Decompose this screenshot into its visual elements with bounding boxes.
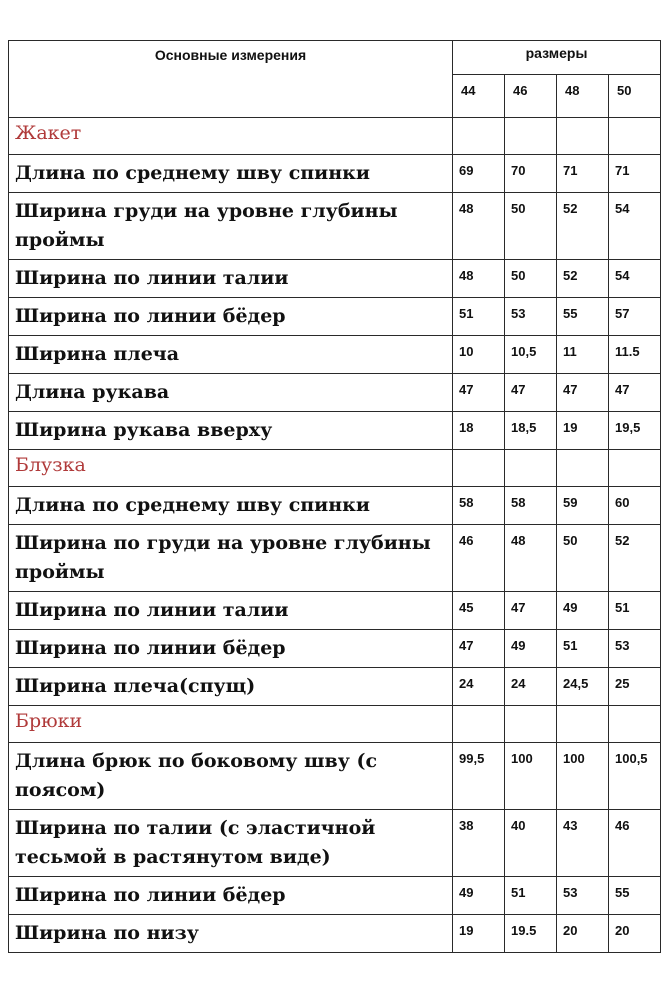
measurement-value: 100,5 <box>609 743 661 810</box>
measurement-value: 40 <box>505 810 557 877</box>
main-measurements-header: Основные измерения <box>9 41 453 118</box>
size-44: 44 <box>453 75 505 118</box>
measurement-value: 55 <box>557 298 609 336</box>
table-row <box>9 592 661 630</box>
measurement-value: 51 <box>557 630 609 668</box>
measurement-value: 38 <box>453 810 505 877</box>
measurement-label: Ширина груди на уровне глубины проймы <box>9 193 453 260</box>
measurement-value: 47 <box>453 374 505 412</box>
empty-cell <box>453 118 505 155</box>
measurement-value: 24 <box>453 668 505 706</box>
measurement-value: 48 <box>505 525 557 592</box>
measurement-value: 52 <box>609 525 661 592</box>
measurement-value: 18,5 <box>505 412 557 450</box>
measurement-value: 52 <box>557 193 609 260</box>
section-title: Брюки <box>9 706 453 743</box>
size-50: 50 <box>609 75 661 118</box>
empty-cell <box>453 450 505 487</box>
table-row <box>9 298 661 336</box>
section-row <box>9 118 661 155</box>
section-row <box>9 706 661 743</box>
measurement-value: 69 <box>453 155 505 193</box>
measurement-value: 46 <box>609 810 661 877</box>
measurement-label: Ширина по линии талии <box>9 260 453 298</box>
measurement-label: Длина рукава <box>9 374 453 412</box>
table-row <box>9 374 661 412</box>
measurement-value: 48 <box>453 193 505 260</box>
measurement-value: 58 <box>453 487 505 525</box>
empty-cell <box>609 706 661 743</box>
measurement-label: Ширина рукава вверху <box>9 412 453 450</box>
empty-cell <box>557 118 609 155</box>
table-row <box>9 743 661 810</box>
empty-cell <box>557 706 609 743</box>
measurement-value: 51 <box>505 877 557 915</box>
measurement-value: 24 <box>505 668 557 706</box>
empty-cell <box>609 118 661 155</box>
measurement-value: 47 <box>557 374 609 412</box>
measurement-label: Длина брюк по боковому шву (с поясом) <box>9 743 453 810</box>
measurement-value: 54 <box>609 260 661 298</box>
table-row <box>9 525 661 592</box>
measurement-value: 60 <box>609 487 661 525</box>
measurement-value: 47 <box>505 374 557 412</box>
table-row <box>9 487 661 525</box>
measurement-value: 19 <box>453 915 505 953</box>
empty-cell <box>557 450 609 487</box>
measurement-value: 47 <box>453 630 505 668</box>
measurement-value: 18 <box>453 412 505 450</box>
table-row <box>9 155 661 193</box>
size-46: 46 <box>505 75 557 118</box>
section-title: Блузка <box>9 450 453 487</box>
measurement-value: 99,5 <box>453 743 505 810</box>
measurement-value: 52 <box>557 260 609 298</box>
measurement-value: 57 <box>609 298 661 336</box>
measurement-value: 50 <box>505 193 557 260</box>
sizes-header: размеры <box>453 41 661 75</box>
measurement-label: Ширина плеча(спущ) <box>9 668 453 706</box>
empty-cell <box>505 706 557 743</box>
measurement-value: 19,5 <box>609 412 661 450</box>
measurement-value: 70 <box>505 155 557 193</box>
table-row <box>9 260 661 298</box>
measurement-value: 20 <box>557 915 609 953</box>
measurement-value: 48 <box>453 260 505 298</box>
table-row <box>9 668 661 706</box>
measurement-value: 49 <box>453 877 505 915</box>
empty-cell <box>609 450 661 487</box>
measurement-value: 49 <box>557 592 609 630</box>
empty-cell <box>505 450 557 487</box>
measurement-value: 50 <box>505 260 557 298</box>
measurement-value: 45 <box>453 592 505 630</box>
measurement-value: 25 <box>609 668 661 706</box>
measurement-label: Длина по среднему шву спинки <box>9 487 453 525</box>
measurements-table <box>8 40 661 953</box>
section-title: Жакет <box>9 118 453 155</box>
measurement-value: 51 <box>453 298 505 336</box>
measurement-label: Ширина по талии (с эластичной тесьмой в растянутом виде) <box>9 810 453 877</box>
measurement-value: 20 <box>609 915 661 953</box>
section-row <box>9 450 661 487</box>
measurement-value: 100 <box>505 743 557 810</box>
table-row <box>9 877 661 915</box>
table-row <box>9 336 661 374</box>
measurement-label: Ширина плеча <box>9 336 453 374</box>
measurement-value: 11 <box>557 336 609 374</box>
measurement-value: 19.5 <box>505 915 557 953</box>
measurement-value: 50 <box>557 525 609 592</box>
measurement-label: Ширина по линии бёдер <box>9 877 453 915</box>
measurement-value: 51 <box>609 592 661 630</box>
measurement-value: 49 <box>505 630 557 668</box>
measurement-value: 53 <box>505 298 557 336</box>
table-row <box>9 630 661 668</box>
measurement-value: 71 <box>609 155 661 193</box>
measurement-value: 24,5 <box>557 668 609 706</box>
measurement-label: Ширина по груди на уровне глубины проймы <box>9 525 453 592</box>
header-row <box>9 41 661 75</box>
measurement-label: Длина по среднему шву спинки <box>9 155 453 193</box>
measurement-value: 55 <box>609 877 661 915</box>
measurement-value: 58 <box>505 487 557 525</box>
measurement-value: 53 <box>557 877 609 915</box>
measurement-value: 47 <box>505 592 557 630</box>
table-row <box>9 810 661 877</box>
table-row <box>9 193 661 260</box>
table-row <box>9 412 661 450</box>
measurement-value: 10,5 <box>505 336 557 374</box>
empty-cell <box>505 118 557 155</box>
measurement-value: 47 <box>609 374 661 412</box>
measurement-value: 71 <box>557 155 609 193</box>
measurement-label: Ширина по линии бёдер <box>9 630 453 668</box>
empty-cell <box>453 706 505 743</box>
measurement-label: Ширина по линии бёдер <box>9 298 453 336</box>
measurement-value: 19 <box>557 412 609 450</box>
size-48: 48 <box>557 75 609 118</box>
measurement-label: Ширина по низу <box>9 915 453 953</box>
measurement-value: 10 <box>453 336 505 374</box>
table-row <box>9 915 661 953</box>
measurement-value: 54 <box>609 193 661 260</box>
measurement-value: 46 <box>453 525 505 592</box>
measurement-value: 11.5 <box>609 336 661 374</box>
measurement-value: 53 <box>609 630 661 668</box>
measurement-value: 100 <box>557 743 609 810</box>
measurement-value: 59 <box>557 487 609 525</box>
measurement-label: Ширина по линии талии <box>9 592 453 630</box>
measurement-value: 43 <box>557 810 609 877</box>
